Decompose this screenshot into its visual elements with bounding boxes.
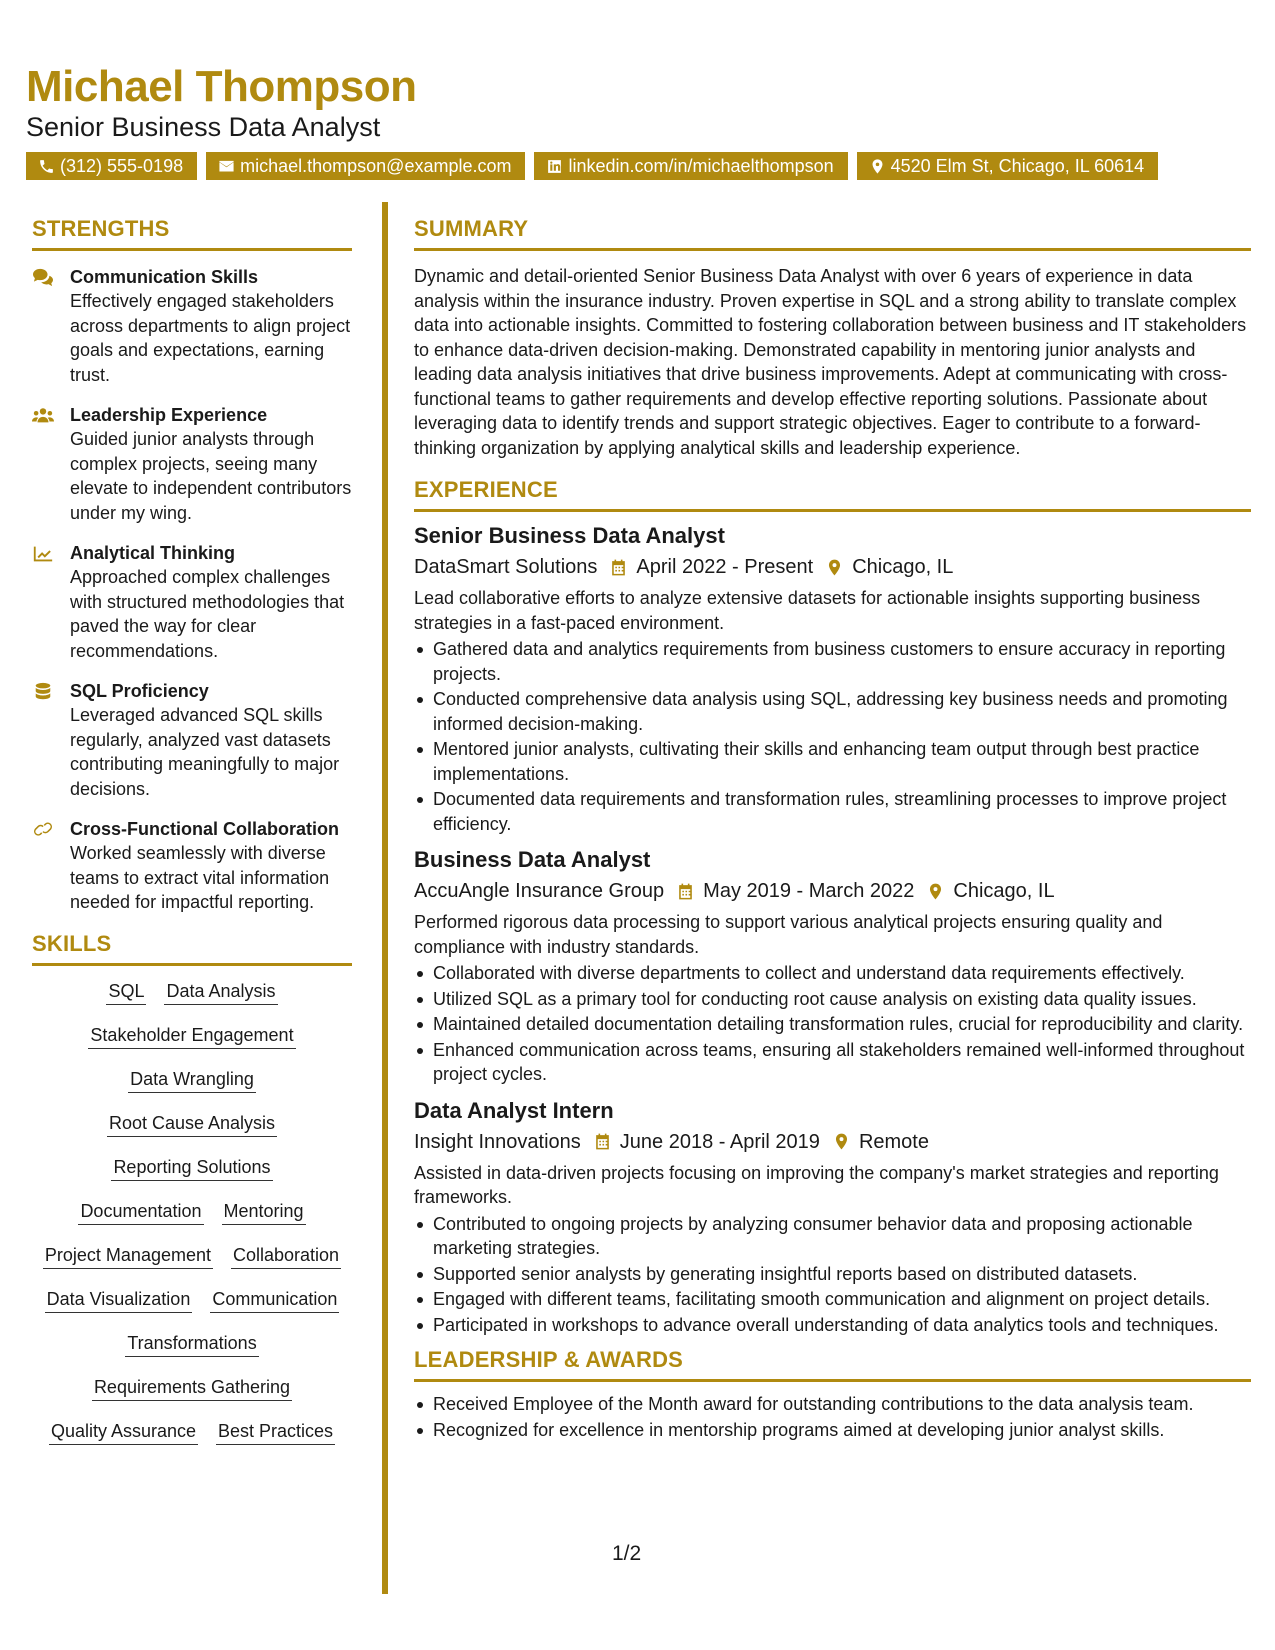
strength-item bbox=[32, 403, 352, 525]
email-text: michael.thompson@example.com bbox=[240, 155, 512, 176]
bullet-item: Maintained detailed documentation detailing transformation rules, crucial for reproducibility and clarity. bbox=[414, 1012, 1251, 1037]
column-divider bbox=[382, 202, 388, 1594]
job-company: Insight Innovations bbox=[414, 1130, 581, 1153]
award-item: Recognized for excellence in mentorship programs aimed at developing junior analyst skills. bbox=[414, 1418, 1251, 1443]
awards-list bbox=[414, 1392, 1251, 1442]
strength-item bbox=[32, 817, 352, 915]
calendar-icon bbox=[593, 1132, 612, 1151]
strength-name: Cross-Functional Collaboration bbox=[70, 819, 340, 839]
candidate-name: Michael Thompson bbox=[26, 62, 417, 111]
skill-tag: Data Visualization bbox=[45, 1288, 193, 1313]
envelope-icon bbox=[218, 158, 235, 175]
address-contact bbox=[857, 152, 1159, 180]
bullet-item: Conducted comprehensive data analysis using SQL, addressing key business needs and promoting informed decision-making. bbox=[414, 687, 1251, 736]
job-dates: April 2022 - Present bbox=[636, 556, 814, 578]
candidate-title: Senior Business Data Analyst bbox=[26, 112, 381, 142]
bullet-item: Documented data requirements and transformation rules, streamlining processes to improve project efficiency. bbox=[414, 787, 1251, 836]
linkedin-contact[interactable] bbox=[534, 152, 847, 180]
summary-text: Dynamic and detail-oriented Senior Business Data Analyst with over 6 years of experience in data analysis within the insurance industry. Proven expertise in SQL and a strong ability to translate complex data into actionable insights. Committed to fostering collaboration between business and IT stakeholders to enhance data-driven decision-making. Demonstrated capability in mentoring junior analysts and leading data analysis initiatives that drive business improvements. Adept at communicating with cross-functional teams to gather requirements and develop effective reporting solutions. Passionate about leveraging data to identify trends and support strategic objectives. Eager to contribute to a forward-thinking organization by applying analytical skills and leadership experience. bbox=[414, 266, 1247, 458]
phone-text: (312) 555-0198 bbox=[60, 155, 184, 176]
skills-list bbox=[32, 980, 352, 1445]
job-title: Senior Business Data Analyst bbox=[414, 523, 725, 548]
map-marker-icon bbox=[832, 1132, 851, 1151]
bullet-item: Engaged with different teams, facilitating smooth communication and alignment on project details. bbox=[414, 1287, 1251, 1312]
phone-icon bbox=[38, 158, 55, 175]
comments-icon bbox=[32, 268, 54, 288]
strength-name: Analytical Thinking bbox=[70, 543, 236, 563]
skill-tag: Quality Assurance bbox=[49, 1420, 198, 1445]
strengths-heading: STRENGTHS bbox=[32, 216, 352, 251]
strength-item bbox=[32, 541, 352, 663]
job-company: DataSmart Solutions bbox=[414, 556, 598, 578]
page-number: 1/2 bbox=[612, 1542, 642, 1565]
job-company: AccuAngle Insurance Group bbox=[414, 880, 665, 902]
job-entry bbox=[414, 846, 1251, 1087]
skill-tag: Data Wrangling bbox=[128, 1068, 256, 1093]
link-icon bbox=[32, 820, 54, 840]
linkedin-text: linkedin.com/in/michaelthompson bbox=[568, 155, 834, 176]
strength-desc: Leveraged advanced SQL skills regularly, analyzed vast datasets contributing meaningfully to major decisions. bbox=[70, 705, 340, 799]
right-column bbox=[414, 216, 1251, 1443]
bullet-item: Contributed to ongoing projects by analyzing consumer behavior data and proposing actionable marketing strategies. bbox=[414, 1212, 1251, 1261]
map-marker-icon bbox=[825, 558, 844, 577]
job-location: Chicago, IL bbox=[852, 556, 954, 578]
address-text: 4520 Elm St, Chicago, IL 60614 bbox=[890, 155, 1145, 176]
calendar-icon bbox=[609, 558, 628, 577]
strength-desc: Effectively engaged stakeholders across departments to align project goals and expectations, earning trust. bbox=[70, 291, 351, 385]
skill-tag: Collaboration bbox=[231, 1244, 341, 1269]
job-entry bbox=[414, 522, 1251, 836]
skill-tag: SQL bbox=[106, 980, 146, 1005]
calendar-icon bbox=[676, 882, 695, 901]
award-item: Received Employee of the Month award for outstanding contributions to the data analysis team. bbox=[414, 1392, 1251, 1417]
map-marker-icon bbox=[869, 158, 886, 175]
job-title: Business Data Analyst bbox=[414, 847, 651, 872]
bullet-item: Utilized SQL as a primary tool for conducting root cause analysis on existing data quality issues. bbox=[414, 987, 1251, 1012]
job-title: Data Analyst Intern bbox=[414, 1097, 614, 1123]
bullet-item: Gathered data and analytics requirements from business customers to ensure accuracy in reporting projects. bbox=[414, 637, 1251, 686]
skill-tag: Data Analysis bbox=[164, 980, 277, 1005]
strength-name: SQL Proficiency bbox=[70, 681, 209, 701]
bullet-item: Enhanced communication across teams, ensuring all stakeholders remained well-informed throughout project cycles. bbox=[414, 1038, 1251, 1087]
email-contact[interactable] bbox=[206, 152, 525, 180]
job-bullets bbox=[414, 961, 1251, 1087]
job-description: Assisted in data-driven projects focusing on improving the company's market strategies and reporting frameworks. bbox=[414, 1162, 1219, 1207]
database-icon bbox=[32, 682, 54, 702]
bullet-item: Participated in workshops to advance overall understanding of data analytics tools and techniques. bbox=[414, 1313, 1251, 1338]
job-entry bbox=[414, 1097, 1251, 1338]
bullet-item: Supported senior analysts by generating insightful reports based on distributed datasets. bbox=[414, 1262, 1251, 1287]
left-column bbox=[32, 216, 352, 1464]
strength-name: Leadership Experience bbox=[70, 405, 268, 425]
skill-tag: Transformations bbox=[125, 1332, 258, 1357]
skill-tag: Best Practices bbox=[216, 1420, 335, 1445]
strengths-list bbox=[32, 265, 352, 915]
linkedin-icon bbox=[546, 158, 563, 175]
strength-item bbox=[32, 679, 352, 801]
skill-tag: Documentation bbox=[78, 1200, 203, 1225]
phone-contact[interactable] bbox=[26, 152, 197, 180]
job-location: Remote bbox=[858, 1130, 929, 1153]
bullet-item: Collaborated with diverse departments to collect and understand data requirements effectively. bbox=[414, 961, 1251, 986]
summary-heading: SUMMARY bbox=[414, 216, 1251, 251]
skill-tag: Reporting Solutions bbox=[111, 1156, 272, 1181]
experience-heading: EXPERIENCE bbox=[414, 477, 1251, 512]
skill-tag: Root Cause Analysis bbox=[107, 1112, 277, 1137]
users-icon bbox=[32, 406, 54, 426]
skill-tag: Project Management bbox=[43, 1244, 213, 1269]
strength-item bbox=[32, 265, 352, 387]
strength-desc: Guided junior analysts through complex projects, seeing many elevate to independent contributors under my wing. bbox=[70, 429, 352, 523]
strength-name: Communication Skills bbox=[70, 267, 259, 287]
awards-heading: LEADERSHIP & AWARDS bbox=[414, 1347, 1251, 1382]
job-dates: June 2018 - April 2019 bbox=[619, 1130, 820, 1153]
skill-tag: Mentoring bbox=[222, 1200, 306, 1225]
contact-bar bbox=[26, 152, 1158, 180]
strength-desc: Worked seamlessly with diverse teams to extract vital information needed for impactful reporting. bbox=[70, 843, 330, 912]
job-description: Performed rigorous data processing to support various analytical projects ensuring quality and compliance with industry standards. bbox=[414, 912, 1163, 957]
map-marker-icon bbox=[926, 882, 945, 901]
job-description: Lead collaborative efforts to analyze extensive datasets for actionable insights supporting business strategies in a fast-paced environment. bbox=[414, 588, 1201, 633]
skill-tag: Stakeholder Engagement bbox=[88, 1024, 295, 1049]
skills-heading: SKILLS bbox=[32, 931, 352, 966]
job-location: Chicago, IL bbox=[953, 880, 1055, 902]
job-bullets bbox=[414, 1212, 1251, 1338]
chart-line-icon bbox=[32, 544, 54, 564]
skill-tag: Requirements Gathering bbox=[92, 1376, 292, 1401]
bullet-item: Mentored junior analysts, cultivating their skills and enhancing team output through best practice implementations. bbox=[414, 737, 1251, 786]
strength-desc: Approached complex challenges with structured methodologies that paved the way for clear recommendations. bbox=[70, 567, 345, 661]
skill-tag: Communication bbox=[210, 1288, 339, 1313]
job-bullets bbox=[414, 637, 1251, 836]
job-dates: May 2019 - March 2022 bbox=[703, 880, 915, 902]
